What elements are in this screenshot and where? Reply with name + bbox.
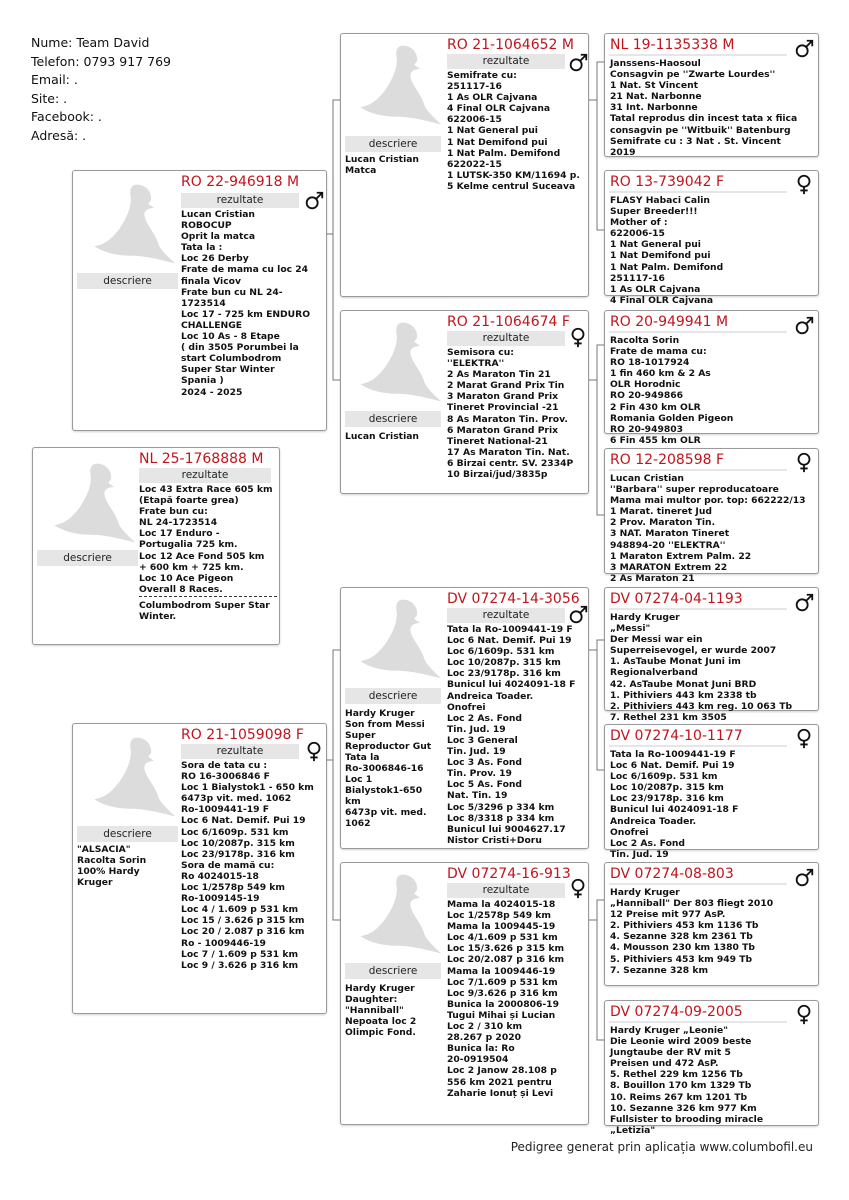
bird-notes: Hardy Kruger „Messi" Der Messi war ein Superreisevogel, er wurde 2007 1. AsTaube Monat Juni im Regionalverband 42. AsTaube Monat Juni BRD 1. Pithiviers 443 km 2338 tb 2. Pithiviers 443 km reg. 10 063 Tb 7. Rethel 231 km 3505	[610, 612, 793, 723]
results-button[interactable]: rezultate	[447, 608, 565, 623]
bird-notes: Hardy Kruger „Hanniball" Der 803 fliegt 2010 12 Preise mit 977 AsP. 2. Pithiviers 453 km 1136 Tb 4. Sezanne 328 km 2361 Tb 4. Mousson 230 km 1380 Tb 5. Pithiviers 453 km 949 Tb 7. Sezanne 328 km	[610, 887, 774, 976]
description-button[interactable]: descriere	[345, 688, 441, 704]
ring-number[interactable]: DV 07274-16-913	[447, 866, 571, 882]
results-button[interactable]: rezultate	[447, 54, 565, 69]
male-icon	[793, 592, 815, 614]
owner-site: Site: .	[31, 90, 68, 106]
bird-notes: Semifrate cu: 251117-16 1 As OLR Cajvana 4 Final OLR Cajvana 622006-15 1 Nat General pui 1 Nat Demifond pui 1 Nat Palm. Demifond 622022-15 1 LUTSK-350 KM/11694 p. 5 Kelme centrul Suceava	[447, 70, 580, 192]
description-button[interactable]: descriere	[77, 273, 178, 289]
ring-number[interactable]: RO 12-208598 F	[610, 452, 725, 468]
owner-address: Adresă: .	[31, 127, 87, 143]
male-icon	[567, 604, 589, 626]
ring-number[interactable]: DV 07274-14-3056	[447, 591, 580, 607]
ring-number[interactable]: DV 07274-10-1177	[610, 728, 743, 744]
female-icon	[567, 877, 589, 899]
pigeon-photo	[41, 456, 137, 552]
pedigree-card-mmf	[604, 862, 819, 986]
header-bar	[609, 1021, 787, 1023]
owner-name: Nume: Team David	[31, 35, 150, 50]
female-icon	[567, 326, 589, 348]
male-icon	[793, 867, 815, 889]
bird-notes: FLASY Habaci Calin Super Breeder!!! Mother of : 622006-15 1 Nat General pui 1 Nat Demifond pui 1 Nat Palm. Demifond 251117-16 1 As OLR Cajvana 4 Final OLR Cajvana	[610, 195, 724, 306]
results-button[interactable]: rezultate	[447, 883, 565, 898]
pedigree-card-fmf	[604, 310, 819, 446]
ring-number[interactable]: DV 07274-08-803	[610, 866, 734, 882]
pedigree-card-fff	[604, 33, 819, 157]
ring-number[interactable]: RO 20-949941 M	[610, 314, 729, 330]
ring-number[interactable]: RO 22-946918 M	[181, 174, 300, 190]
header-bar	[609, 745, 787, 747]
pigeon-photo	[81, 730, 177, 826]
pigeon-photo	[347, 315, 443, 411]
notes-divider	[139, 596, 277, 597]
pedigree-card-mff	[604, 587, 819, 723]
ring-number[interactable]: NL 25-1768888 M	[139, 451, 264, 467]
owner-note: Hardy Kruger Daughter: "Hanniball" Nepoata loc 2 Olimpic Fond.	[345, 983, 417, 1038]
bird-notes: Lucan Cristian ''Barbara'' super reproducatoare Mama mai multor por. top: 662222/13 1 Marat. tineret Jud 2 Prov. Maraton Tin. 3 NAT. Maraton Tineret 948894-20 ''ELEKTRA'' 1 Maraton Extrem Palm. 22 3 MARATON Extrem 22 2 As Maraton 21	[610, 473, 806, 584]
results-button[interactable]: rezultate	[181, 193, 299, 208]
description-button[interactable]: descriere	[345, 136, 441, 152]
results-button[interactable]: rezultate	[139, 468, 271, 483]
description-button[interactable]: descriere	[345, 411, 441, 427]
female-icon	[793, 451, 815, 473]
pedigree-card-mmm	[604, 1000, 819, 1136]
female-icon	[303, 740, 325, 762]
bird-notes: Tata la Ro-1009441-19 F Loc 6 Nat. Demif. Pui 19 Loc 6/1609p. 531 km Loc 10/2087p. 315 km Loc 23/9178p. 316 km Bunicul lui 4024091-18 F Andreica Toader. Onofrei Loc 2 As. Fond Tin. Jud. 19 Loc 3 General Tin. Jud. 19 Loc 3 As. Fond Tin. Prov. 19 Loc 5 As. Fond Nat. Tin. 19 Loc 5/3296 p 334 km Loc 8/3318 p 334 km Bunicul lui 9004627.17 Nistor Cristi+Doru	[447, 624, 576, 846]
owner-note: Lucan Cristian	[345, 431, 419, 442]
pedigree-card-mfm	[604, 724, 819, 860]
pedigree-card-mf	[340, 587, 589, 849]
header-bar	[609, 331, 787, 333]
bird-notes: Racolta Sorin Frate de mama cu: RO 18-1017924 1 fin 460 km & 2 As OLR Horodnic RO 20-949866 2 Fin 430 km OLR Romania Golden Pigeon RO 20-949803 6 Fin 455 km OLR	[610, 335, 734, 446]
bird-notes: Mama la 4024015-18 Loc 1/2578p 549 km Mama la 1009445-19 Loc 4/1.609 p 531 km Loc 15/3.626 p 315 km Loc 20/2.087 p 316 km Mama la 1009446-19 Loc 7/1.609 p 531 km Loc 9/3.626 p 316 km Bunica la 2000806-19 Tugui Mihai și Lucian Loc 2 / 310 km 28.267 p 2020 Bunica la: Ro 20-0919504 Loc 2 Janow 28.108 p 556 km 2021 pentru Zaharie Ionuț și Levi	[447, 899, 565, 1099]
owner-note: "ALSACIA" Racolta Sorin 100% Hardy Kruger	[77, 844, 147, 888]
bird-notes: Semisora cu: ''ELEKTRA'' 2 As Maraton Tin 21 2 Marat Grand Prix Tin 3 Maraton Grand Prix Tineret Provincial -21 8 As Maraton Tin. Prov. 6 Maraton Grand Prix Tineret National-21 17 As Maraton Tin. Nat. 6 Birzai centr. SV. 2334P 10 Birzai/jud/3835p	[447, 347, 574, 481]
footer-credit: Pedigree generat prin aplicația www.columbofil.eu	[510, 1140, 813, 1154]
pedigree-card-ffm	[604, 170, 819, 306]
pedigree-card-mm	[340, 862, 589, 1125]
ring-number[interactable]: DV 07274-04-1193	[610, 591, 743, 607]
header-bar	[609, 469, 787, 471]
pigeon-photo	[81, 177, 177, 273]
pedigree-card-fm	[340, 310, 589, 494]
header-bar	[609, 191, 787, 193]
ring-number[interactable]: RO 21-1059098 F	[181, 727, 304, 743]
bird-notes: Sora de tata cu : RO 16-3006846 F Loc 1 Bialystok1 - 650 km 6473p vit. med. 1062 Ro-1009441-19 F Loc 6 Nat. Demif. Pui 19 Loc 6/1609p. 531 km Loc 10/2087p. 315 km Loc 23/9178p. 316 km Sora de mamă cu: Ro 4024015-18 Loc 1/2578p 549 km Ro-1009145-19 Loc 4 / 1.609 p 531 km Loc 15 / 3.626 p 315 km Loc 20 / 2.087 p 316 km Ro - 1009446-19 Loc 7 / 1.609 p 531 km Loc 9 / 3.626 p 316 km	[181, 760, 314, 971]
ring-number[interactable]: RO 21-1064652 M	[447, 37, 574, 53]
bird-notes: Hardy Kruger „Leonie" Die Leonie wird 2009 beste Jungtaube der RV mit 5 Preisen und 472 AsP. 5. Rethel 229 km 1256 Tb 8. Bouillon 170 km 1329 Tb 10. Reims 267 km 1201 Tb 10. Sezanne 326 km 977 Km Fullsister to brooding miracle „Letizia"	[610, 1025, 764, 1136]
pigeon-photo	[347, 867, 443, 963]
owner-note: Hardy Kruger Son from Messi Super Reproductor Gut Tata la Ro-3006846-16 Loc 1 Bialystok1-650 km 6473p vit. med. 1062	[345, 708, 432, 829]
female-icon	[793, 173, 815, 195]
bird-notes: Loc 43 Extra Race 605 km (Etapă foarte grea) Frate bun cu: NL 24-1723514 Loc 17 Enduro - Portugalia 725 km. Loc 12 Ace Fond 505 km + 600 km + 725 km. Loc 10 Ace Pigeon Overall 8 Races.	[139, 484, 273, 595]
pedigree-card-ff	[340, 33, 589, 297]
bird-notes: Tata la Ro-1009441-19 F Loc 6 Nat. Demif. Pui 19 Loc 6/1609p. 531 km Loc 10/2087p. 315 km Loc 23/9178p. 316 km Bunicul lui 4024091-18 F Andreica Toader. Onofrei Loc 2 As. Fond Tin. Jud. 19	[610, 749, 739, 860]
ring-number[interactable]: DV 07274-09-2005	[610, 1004, 743, 1020]
description-button[interactable]: descriere	[37, 550, 138, 566]
description-button[interactable]: descriere	[345, 963, 441, 979]
pigeon-photo	[347, 38, 443, 134]
header-bar	[609, 608, 787, 610]
description-button[interactable]: descriere	[77, 826, 178, 842]
pigeon-photo	[347, 592, 443, 688]
male-icon	[793, 38, 815, 60]
female-icon	[793, 1003, 815, 1025]
ring-number[interactable]: RO 21-1064674 F	[447, 314, 570, 330]
bird-notes: Lucan Cristian ROBOCUP Oprit la matca Tata la : Loc 26 Derby Frate de mama cu loc 24 finala Vicov Frate bun cu NL 24- 1723514 Loc 17 - 725 km ENDURO CHALLENGE Loc 10 As - 8 Etape ( din 3505 Porumbei la start Columbodrom Super Star Winter Spania ) 2024 - 2025	[181, 209, 311, 398]
male-icon	[793, 315, 815, 337]
header-bar	[609, 883, 787, 885]
results-button[interactable]: rezultate	[181, 744, 299, 759]
bird-notes-secondary: Columbodrom Super Star Winter.	[139, 600, 270, 623]
header-bar	[609, 54, 787, 56]
female-icon	[793, 727, 815, 749]
ring-number[interactable]: NL 19-1135338 M	[610, 37, 735, 53]
owner-email: Email: .	[31, 72, 78, 87]
pedigree-card-main	[32, 447, 280, 645]
pedigree-card-mother	[72, 723, 327, 1014]
pedigree-card-fmm	[604, 448, 819, 584]
bird-notes: Janssens-Haosoul Consagvin pe ''Zwarte Lourdes'' 1 Nat. St Vincent 21 Nat. Narbonne 31 Int. Narbonne Tatal reprodus din incest tata x fiica consagvin pe ''Witbuik'' Batenburg Semifrate cu : 3 Nat . St. Vincent 2019	[610, 58, 798, 158]
owner-facebook: Facebook: .	[31, 109, 102, 124]
pedigree-card-father	[72, 170, 327, 431]
owner-note: Lucan Cristian Matca	[345, 154, 419, 176]
results-button[interactable]: rezultate	[447, 331, 565, 346]
ring-number[interactable]: RO 13-739042 F	[610, 174, 725, 190]
owner-phone: Telefon: 0793 917 769	[31, 53, 171, 69]
